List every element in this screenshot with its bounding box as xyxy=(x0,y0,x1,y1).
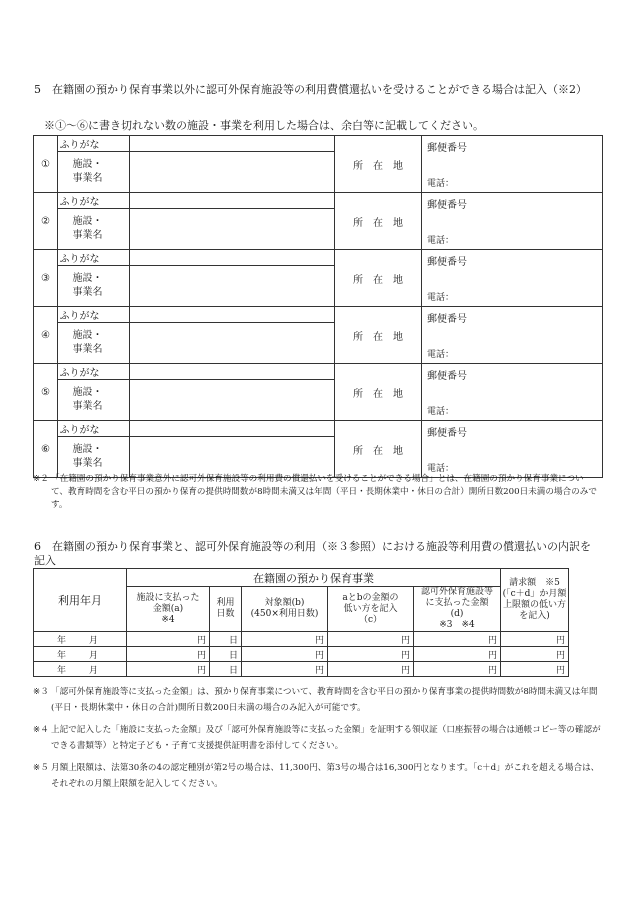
facility-index: ⑥ xyxy=(34,421,58,478)
section6-title: 6 在籍園の預かり保育事業と、認可外保育施設等の利用（※３参照）における施設等利用費の償還払いの内訳を記入 xyxy=(34,540,591,567)
claim-cell[interactable]: 円 xyxy=(501,662,569,677)
period-cell[interactable]: 年 月 xyxy=(34,662,127,677)
footnote xyxy=(33,722,603,754)
facility-row xyxy=(34,136,603,152)
facility-index: ① xyxy=(34,136,58,193)
phone-label: 電話： xyxy=(427,236,455,246)
breakdown-row xyxy=(34,632,569,647)
postal-label: 郵便番号 xyxy=(427,143,467,154)
phone-label: 電話： xyxy=(427,179,455,189)
lower-cell[interactable]: 円 xyxy=(328,647,414,662)
furigana-input[interactable] xyxy=(130,421,335,437)
note-2: ※２ 「在籍園の預かり保育事業意外に認可外保育施設等の利用費の償還払いを受けることができる場合」とは、在籍園の預かり保育事業について、教育時間を含む平日の預かり保育の提供時間数が8時間未満又は年間（平日・長期休業中・休日の合計）開所日数200日未満の場合のみです。 xyxy=(33,474,597,510)
header-paid: 施設に支払った 金額(a) ※4 xyxy=(127,587,210,632)
period-cell[interactable]: 年 月 xyxy=(34,647,127,662)
footnote-mark: ※４ xyxy=(33,725,49,735)
section5-note: ※①～⑥に書き切れない数の施設・事業を利用した場合は、余白等に記載してください。 xyxy=(44,119,484,132)
location-label: 所 在 地 xyxy=(335,364,422,421)
footnote-text: 月額上限額は、法第30条の4の認定種別が第2号の場合は、11,300円、第3号の場合は16,300円となります。「c＋d」がこれを超える場合は、それぞれの月額上限額を記入してください。 xyxy=(51,763,600,789)
facility-name-label: 施設・ 事業名 xyxy=(58,266,130,307)
header-category: 在籍園の預かり保育事業 xyxy=(127,569,501,587)
paid-cell[interactable]: 円 xyxy=(127,662,210,677)
footnotes xyxy=(33,684,603,798)
facility-table xyxy=(33,135,603,478)
target-cell[interactable]: 円 xyxy=(242,632,328,647)
facility-name-input[interactable] xyxy=(130,266,335,307)
footnote xyxy=(33,684,603,716)
facility-name-input[interactable] xyxy=(130,323,335,364)
furigana-input[interactable] xyxy=(130,193,335,209)
facility-row xyxy=(34,307,603,323)
location-label: 所 在 地 xyxy=(335,421,422,478)
section5-title: 5 在籍園の預かり保育事業以外に認可外保育施設等の利用費償還払いを受けることができる場合は記入（※2） xyxy=(34,81,594,99)
location-label: 所 在 地 xyxy=(335,250,422,307)
facility-row xyxy=(34,421,603,437)
header-claim: 請求額 ※5 (「c＋d」か月額 上限額の低い方 を記入) xyxy=(501,569,569,632)
facility-name-label: 施設・ 事業名 xyxy=(58,437,130,478)
phone-label: 電話： xyxy=(427,407,455,417)
furigana-label: ふりがな xyxy=(58,364,130,380)
location-label: 所 在 地 xyxy=(335,136,422,193)
footnote-mark: ※３ xyxy=(33,687,49,697)
section5-number: 5 xyxy=(34,83,41,96)
postal-label: 郵便番号 xyxy=(427,371,467,382)
footnote-mark: ※５ xyxy=(33,763,49,773)
address-cell[interactable] xyxy=(422,193,603,250)
facility-name-label: 施設・ 事業名 xyxy=(58,152,130,193)
days-cell[interactable]: 日 xyxy=(210,632,242,647)
location-label: 所 在 地 xyxy=(335,193,422,250)
location-label: 所 在 地 xyxy=(335,307,422,364)
phone-label: 電話： xyxy=(427,350,455,360)
claim-cell[interactable]: 円 xyxy=(501,632,569,647)
phone-label: 電話： xyxy=(427,293,455,303)
header-lower: aとbの金額の 低い方を記入 （c） xyxy=(328,587,414,632)
furigana-input[interactable] xyxy=(130,364,335,380)
facility-index: ③ xyxy=(34,250,58,307)
facility-name-label: 施設・ 事業名 xyxy=(58,380,130,421)
target-cell[interactable]: 円 xyxy=(242,662,328,677)
facility-row xyxy=(34,193,603,209)
facility-name-input[interactable] xyxy=(130,152,335,193)
furigana-label: ふりがな xyxy=(58,307,130,323)
claim-cell[interactable]: 円 xyxy=(501,647,569,662)
paid-cell[interactable]: 円 xyxy=(127,632,210,647)
days-cell[interactable]: 日 xyxy=(210,662,242,677)
postal-label: 郵便番号 xyxy=(427,428,467,439)
facility-index: ② xyxy=(34,193,58,250)
lower-cell[interactable]: 円 xyxy=(328,632,414,647)
header-period: 利用年月 xyxy=(34,569,127,632)
facility-row xyxy=(34,364,603,380)
postal-label: 郵便番号 xyxy=(427,257,467,268)
footnote xyxy=(33,760,603,792)
furigana-label: ふりがな xyxy=(58,193,130,209)
facility-index: ④ xyxy=(34,307,58,364)
footnote-text: 「認可外保育施設等に支払った金額」は、預かり保育事業について、教育時間を含む平日の預かり保育事業の提供時間数が8時間未満又は年間(平日・長期休業中・休日の合計)開所日数200日未満の場合のみ記入が可能です。 xyxy=(51,687,598,713)
unauthorized-cell[interactable]: 円 xyxy=(414,647,501,662)
phone-label: 電話： xyxy=(427,464,455,474)
breakdown-table xyxy=(33,568,569,677)
furigana-label: ふりがな xyxy=(58,250,130,266)
facility-row xyxy=(34,250,603,266)
paid-cell[interactable]: 円 xyxy=(127,647,210,662)
header-days: 利用 日数 xyxy=(210,587,242,632)
address-cell[interactable] xyxy=(422,421,603,478)
breakdown-row xyxy=(34,647,569,662)
postal-label: 郵便番号 xyxy=(427,314,467,325)
facility-name-label: 施設・ 事業名 xyxy=(58,323,130,364)
address-cell[interactable] xyxy=(422,136,603,193)
postal-label: 郵便番号 xyxy=(427,200,467,211)
furigana-input[interactable] xyxy=(130,307,335,323)
facility-name-input[interactable] xyxy=(130,437,335,478)
header-target: 対象額(b) (450×利用日数) xyxy=(242,587,328,632)
unauthorized-cell[interactable]: 円 xyxy=(414,632,501,647)
unauthorized-cell[interactable]: 円 xyxy=(414,662,501,677)
address-cell[interactable] xyxy=(422,364,603,421)
facility-name-input[interactable] xyxy=(130,380,335,421)
header-unauthorized: 認可外保育施設等 に支払った金額 (d) ※3 ※4 xyxy=(414,587,501,632)
facility-index: ⑤ xyxy=(34,364,58,421)
lower-cell[interactable]: 円 xyxy=(328,662,414,677)
furigana-input[interactable] xyxy=(130,136,335,152)
address-cell[interactable] xyxy=(422,307,603,364)
facility-name-input[interactable] xyxy=(130,209,335,250)
furigana-label: ふりがな xyxy=(58,421,130,437)
target-cell[interactable]: 円 xyxy=(242,647,328,662)
furigana-input[interactable] xyxy=(130,250,335,266)
footnote-text: 上記で記入した「施設に支払った金額」及び「認可外保育施設等に支払った金額」を証明する領収証（口座振替の場合は通帳コピー等の確認ができる書類等）と特定子ども・子育て支援提供証明書を添付してください。 xyxy=(51,725,601,751)
address-cell[interactable] xyxy=(422,250,603,307)
furigana-label: ふりがな xyxy=(58,136,130,152)
breakdown-row xyxy=(34,662,569,677)
period-cell[interactable]: 年 月 xyxy=(34,632,127,647)
days-cell[interactable]: 日 xyxy=(210,647,242,662)
facility-name-label: 施設・ 事業名 xyxy=(58,209,130,250)
